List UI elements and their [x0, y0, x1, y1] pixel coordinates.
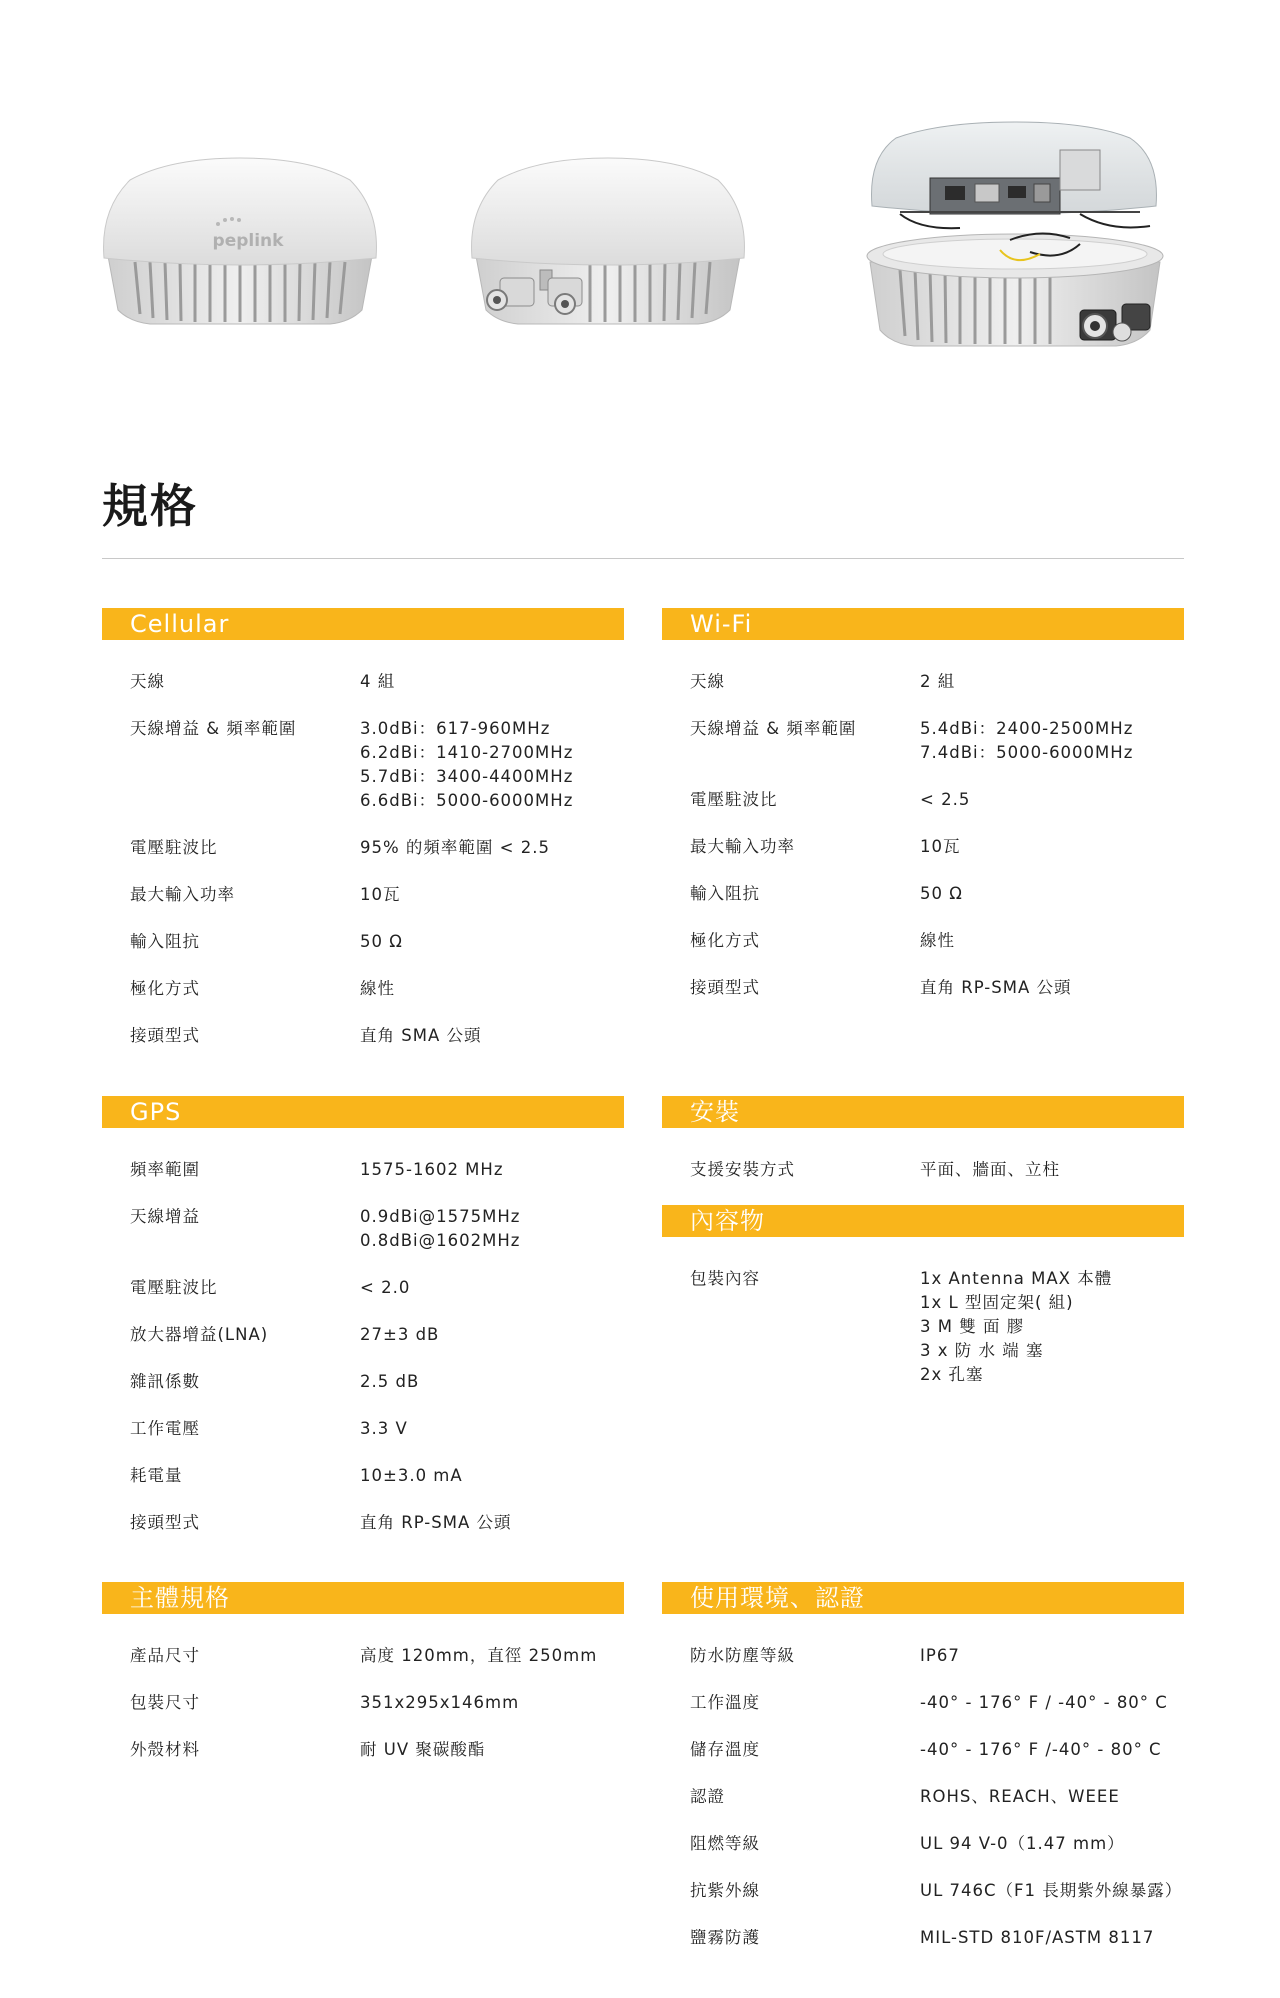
spec-value: [360, 717, 624, 813]
spec-rows: [102, 1614, 624, 1762]
value-line: 50 Ω: [360, 932, 403, 951]
spec-value: [920, 882, 1184, 906]
section-header: 使用環境、認證: [662, 1582, 1184, 1614]
value-line: 線性: [360, 979, 395, 998]
spec-label: 頻率範圍: [130, 1160, 200, 1179]
spec-label: 耗電量: [130, 1466, 183, 1485]
spec-row: [662, 1738, 1184, 1762]
spec-label: 天線: [130, 672, 165, 691]
spec-value: [360, 1205, 624, 1253]
spec-value: [920, 670, 1184, 694]
spec-label: 儲存溫度: [690, 1740, 760, 1759]
value-line: 2 組: [920, 672, 956, 691]
value-line: 6.6dBi：5000-6000MHz: [360, 791, 574, 810]
value-line: 6.2dBi：1410-2700MHz: [360, 743, 574, 762]
spec-label: 阻燃等級: [690, 1834, 760, 1853]
spec-value: [920, 835, 1184, 859]
spec-row: [662, 670, 1184, 694]
spec-value: [360, 1024, 624, 1048]
spec-value: [360, 883, 624, 907]
section-wifi: [662, 608, 1184, 1023]
spec-row: [662, 1644, 1184, 1668]
value-line: 4 組: [360, 672, 396, 691]
value-line: 直角 RP-SMA 公頭: [360, 1513, 512, 1532]
value-line: 線性: [920, 931, 955, 950]
spec-row: [102, 1323, 624, 1347]
spec-label: 電壓駐波比: [130, 838, 218, 857]
value-line: 7.4dBi：5000-6000MHz: [920, 743, 1134, 762]
spec-rows: [102, 1128, 624, 1535]
spec-label: 極化方式: [690, 931, 760, 950]
value-line: 50 Ω: [920, 884, 963, 903]
title-divider: [102, 558, 1184, 559]
value-line: 1x L 型固定架( 組): [920, 1293, 1074, 1312]
spec-label: 電壓駐波比: [130, 1278, 218, 1297]
section-header: 安裝: [662, 1096, 1184, 1128]
value-line: UL 94 V-0（1.47 mm）: [920, 1834, 1125, 1853]
value-line: 351x295x146mm: [360, 1693, 520, 1712]
spec-row: [102, 1205, 624, 1253]
value-line: 平面、牆面、立柱: [920, 1160, 1060, 1179]
value-line: -40° - 176° F / -40° - 80° C: [920, 1693, 1168, 1712]
value-line: 3.3 V: [360, 1419, 408, 1438]
section-install: [662, 1096, 1184, 1410]
value-line: ROHS、REACH、WEEE: [920, 1787, 1120, 1806]
spec-row: [662, 929, 1184, 953]
spec-row: [662, 1832, 1184, 1856]
spec-value: [360, 1323, 624, 1347]
spec-rows: [662, 1614, 1184, 1950]
spec-value: [920, 929, 1184, 953]
spec-value: [360, 1464, 624, 1488]
value-line: < 2.0: [360, 1278, 411, 1297]
spec-label: 天線增益 & 頻率範圍: [690, 719, 857, 738]
spec-label: 工作溫度: [690, 1693, 760, 1712]
spec-value: [920, 1738, 1184, 1762]
spec-value: [360, 1644, 624, 1668]
section-environment: [662, 1582, 1184, 1973]
spec-value: [360, 930, 624, 954]
spec-value: [360, 1370, 624, 1394]
spec-value: [360, 670, 624, 694]
value-line: 3 x 防 水 端 塞: [920, 1341, 1044, 1360]
spec-label: 輸入阻抗: [130, 932, 200, 951]
spec-row: [662, 1691, 1184, 1715]
section-cellular: [102, 608, 624, 1071]
product-images: [0, 0, 1280, 420]
section-body: [102, 1582, 624, 1785]
spec-row: [102, 717, 624, 813]
section-header: GPS: [102, 1096, 624, 1128]
spec-row: [662, 1158, 1184, 1182]
value-line: MIL-STD 810F/ASTM 8117: [920, 1928, 1155, 1947]
value-line: 直角 RP-SMA 公頭: [920, 978, 1072, 997]
spec-row: [102, 1158, 624, 1182]
spec-row: [662, 882, 1184, 906]
spec-value: [360, 1511, 624, 1535]
spec-row: [102, 883, 624, 907]
spec-row: [102, 930, 624, 954]
value-line: 2.5 dB: [360, 1372, 420, 1391]
spec-row: [102, 1417, 624, 1441]
spec-label: 極化方式: [130, 979, 200, 998]
spec-label: 防水防塵等級: [690, 1646, 795, 1665]
spec-value: [920, 1926, 1184, 1950]
spec-rows: [662, 640, 1184, 1000]
spec-value: [360, 1691, 624, 1715]
page-title: 規格: [102, 479, 198, 533]
spec-label: 放大器增益(LNA): [130, 1325, 269, 1344]
section-gps: [102, 1096, 624, 1558]
spec-label: 天線: [690, 672, 725, 691]
value-line: 95% 的頻率範圍 < 2.5: [360, 838, 550, 857]
value-line: 0.9dBi@1575MHz: [360, 1207, 521, 1226]
spec-row: [662, 976, 1184, 1000]
value-line: 10瓦: [920, 837, 961, 856]
spec-label: 認證: [690, 1787, 725, 1806]
value-line: 1575-1602 MHz: [360, 1160, 504, 1179]
value-line: IP67: [920, 1646, 960, 1665]
section-header-contents: 內容物: [662, 1205, 1184, 1237]
spec-value: [920, 976, 1184, 1000]
spec-value: [920, 1785, 1184, 1809]
spec-rows: [662, 1237, 1184, 1387]
spec-rows: [662, 1128, 1184, 1182]
value-line: 27±3 dB: [360, 1325, 440, 1344]
spec-row: [102, 1738, 624, 1762]
spec-value: [920, 1832, 1184, 1856]
spec-label: 接頭型式: [130, 1513, 200, 1532]
spec-value: [360, 836, 624, 860]
value-line: 3 M 雙 面 膠: [920, 1317, 1025, 1336]
value-line: 直角 SMA 公頭: [360, 1026, 482, 1045]
spec-row: [102, 836, 624, 860]
spec-value: [920, 1158, 1184, 1182]
spec-label: 天線增益 & 頻率範圍: [130, 719, 297, 738]
value-line: < 2.5: [920, 790, 971, 809]
spec-label: 產品尺寸: [130, 1646, 200, 1665]
spec-value: [360, 1738, 624, 1762]
spec-label: 抗紫外線: [690, 1881, 760, 1900]
spec-value: [360, 1417, 624, 1441]
spec-label: 最大輸入功率: [130, 885, 235, 904]
spec-row: [102, 1691, 624, 1715]
spec-row: [662, 1267, 1184, 1387]
spec-label: 包裝尺寸: [130, 1693, 200, 1712]
antenna-back-view: [472, 158, 745, 324]
spec-label: 工作電壓: [130, 1419, 200, 1438]
antenna-front-view: [104, 158, 377, 324]
value-line: 3.0dBi：617-960MHz: [360, 719, 551, 738]
spec-label: 雜訊係數: [130, 1372, 200, 1391]
value-line: 0.8dBi@1602MHz: [360, 1231, 521, 1250]
spec-value: [920, 788, 1184, 812]
value-line: UL 746C（F1 長期紫外線暴露）: [920, 1881, 1183, 1900]
value-line: 10瓦: [360, 885, 401, 904]
spec-row: [102, 1024, 624, 1048]
spec-value: [920, 1267, 1184, 1387]
spec-value: [920, 1691, 1184, 1715]
spec-value: [920, 1879, 1184, 1903]
spec-value: [920, 1644, 1184, 1668]
value-line: 2x 孔塞: [920, 1365, 984, 1384]
section-header: Wi-Fi: [662, 608, 1184, 640]
spec-row: [102, 977, 624, 1001]
value-line: 耐 UV 聚碳酸酯: [360, 1740, 486, 1759]
spec-label: 包裝內容: [690, 1269, 760, 1288]
spec-row: [662, 1879, 1184, 1903]
value-line: 5.7dBi：3400-4400MHz: [360, 767, 574, 786]
spec-row: [102, 1511, 624, 1535]
spec-row: [102, 1644, 624, 1668]
spec-label: 輸入阻抗: [690, 884, 760, 903]
value-line: 高度 120mm，直徑 250mm: [360, 1646, 598, 1665]
spec-value: [360, 977, 624, 1001]
spec-value: [360, 1158, 624, 1182]
spec-label: 外殼材料: [130, 1740, 200, 1759]
value-line: -40° - 176° F /-40° - 80° C: [920, 1740, 1162, 1759]
spec-row: [662, 835, 1184, 859]
spec-row: [662, 717, 1184, 765]
spec-row: [662, 1785, 1184, 1809]
spec-row: [102, 1276, 624, 1300]
antenna-exploded-view: [867, 122, 1163, 346]
spec-row: [662, 1926, 1184, 1950]
spec-rows: [102, 640, 624, 1048]
spec-label: 支援安裝方式: [690, 1160, 795, 1179]
section-header: 主體規格: [102, 1582, 624, 1614]
spec-value: [920, 717, 1184, 765]
spec-row: [102, 670, 624, 694]
spec-label: 鹽霧防護: [690, 1928, 760, 1947]
value-line: 1x Antenna MAX 本體: [920, 1269, 1113, 1288]
spec-label: 天線增益: [130, 1207, 200, 1226]
spec-label: 電壓駐波比: [690, 790, 778, 809]
spec-label: 最大輸入功率: [690, 837, 795, 856]
svg-text:peplink: peplink: [212, 231, 284, 251]
spec-value: [360, 1276, 624, 1300]
spec-label: 接頭型式: [690, 978, 760, 997]
spec-row: [102, 1464, 624, 1488]
section-header: Cellular: [102, 608, 624, 640]
value-line: 10±3.0 mA: [360, 1466, 463, 1485]
spec-row: [102, 1370, 624, 1394]
spec-row: [662, 788, 1184, 812]
value-line: 5.4dBi：2400-2500MHz: [920, 719, 1134, 738]
spec-label: 接頭型式: [130, 1026, 200, 1045]
